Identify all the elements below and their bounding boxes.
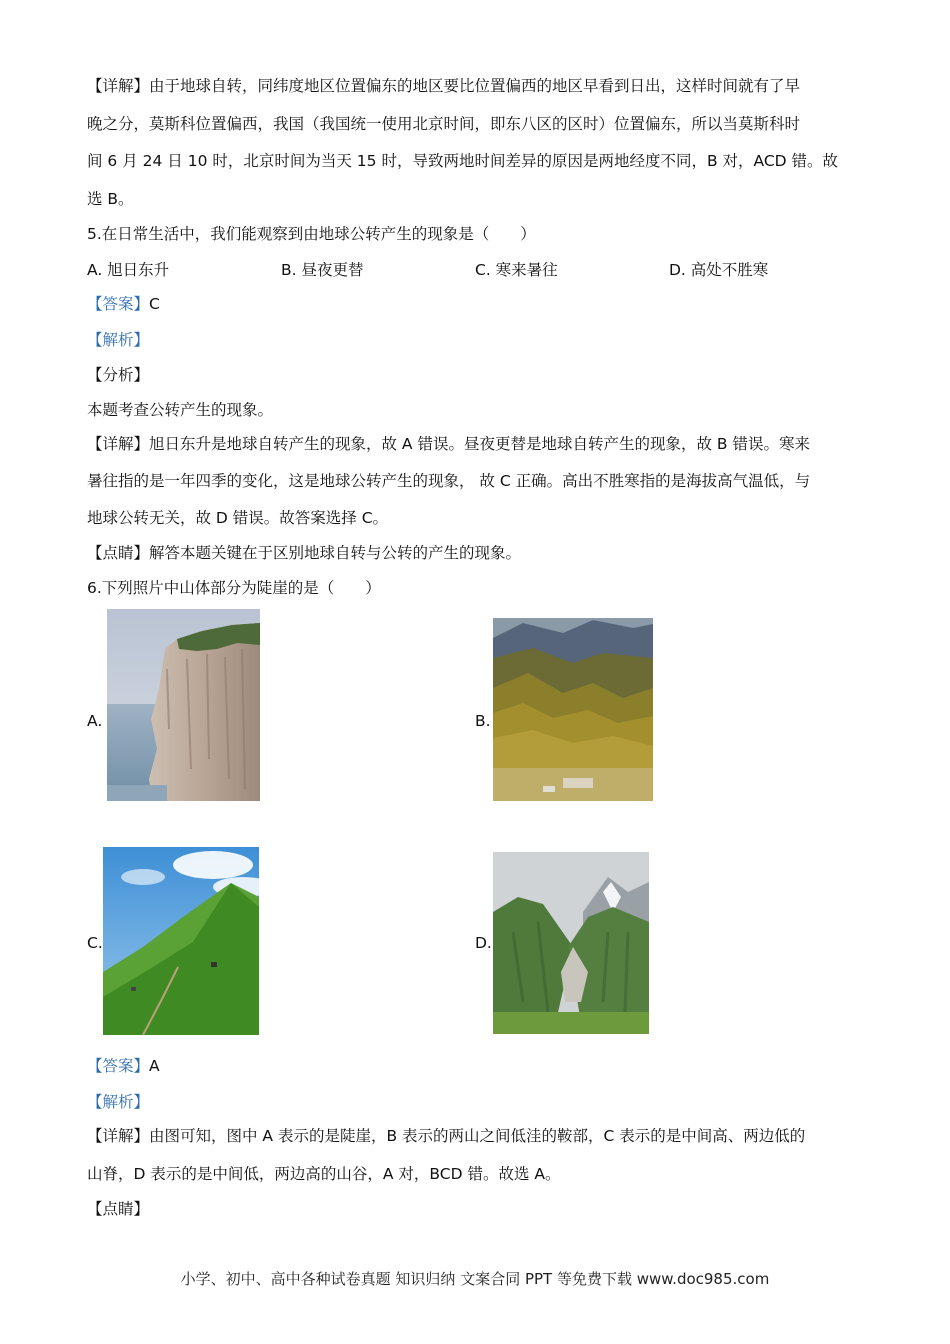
cliff-image xyxy=(107,609,260,801)
photo-c-label: C. xyxy=(87,934,103,952)
option-c: C. 寒来暑往 xyxy=(475,261,558,279)
detail-line-3: 间 6 月 24 日 10 时，北京时间为当天 15 时，导致两地时间差异的原因是两地经度不同，B 对，ACD 错。故 xyxy=(87,152,839,170)
q5-dianjing: 【点睛】解答本题关键在于区别地球自转与公转的产生的现象。 xyxy=(87,544,522,562)
q5-fenxi-tag: 【分析】 xyxy=(87,366,150,384)
q5-analysis-tag: 【解析】 xyxy=(87,331,150,349)
photo-d-valley xyxy=(493,852,649,1034)
q5-detail-line-3: 地球公转无关，故 D 错误。故答案选择 C。 xyxy=(87,509,389,527)
q6-detail-line-1: 【详解】由图可知，图中 A 表示的是陡崖，B 表示的两山之间低洼的鞍部，C 表示的是中间高、两边低的 xyxy=(87,1127,806,1145)
option-a: A. 旭日东升 xyxy=(87,261,170,279)
ridge-image xyxy=(103,847,259,1035)
q5-detail-line-2: 暑往指的是一年四季的变化，这是地球公转产生的现象， 故 C 正确。高出不胜寒指的是海拔高气温低，与 xyxy=(87,472,811,490)
photo-a-label: A. xyxy=(87,712,103,730)
answer-value: C xyxy=(149,295,160,313)
q6-answer xyxy=(87,1055,867,1077)
page-footer: 小学、初中、高中各种试卷真题 知识归纳 文案合同 PPT 等免费下载 www.doc985.com xyxy=(180,1270,770,1288)
detail-line-1: 【详解】由于地球自转，同纬度地区位置偏东的地区要比位置偏西的地区早看到日出，这样时间就有了早 xyxy=(87,77,801,95)
q6-analysis-tag: 【解析】 xyxy=(87,1093,150,1111)
valley-image xyxy=(493,852,649,1034)
answer-tag: 【答案】 xyxy=(87,1057,150,1075)
option-b: B. 昼夜更替 xyxy=(281,261,364,279)
answer-tag: 【答案】 xyxy=(87,295,150,313)
detail-line-2: 晚之分，莫斯科位置偏西，我国（我国统一使用北京时间，即东八区的区时）位置偏东，所以当莫斯科时 xyxy=(87,115,801,133)
answer-value: A xyxy=(149,1057,160,1075)
question-5: 5.在日常生活中，我们能观察到由地球公转产生的现象是（ ） xyxy=(87,225,536,243)
q5-answer xyxy=(87,293,867,315)
question-5-options xyxy=(87,258,867,280)
option-d: D. 高处不胜寒 xyxy=(669,261,769,279)
photo-b-label: B. xyxy=(475,712,491,730)
q6-detail-line-2: 山脊，D 表示的是中间低，两边高的山谷，A 对，BCD 错。故选 A。 xyxy=(87,1165,561,1183)
photo-c-ridge xyxy=(103,847,259,1035)
q5-detail-line-1: 【详解】旭日东升是地球自转产生的现象，故 A 错误。昼夜更替是地球自转产生的现象，故 B 错误。寒来 xyxy=(87,435,810,453)
photo-d-label: D. xyxy=(475,934,492,952)
saddle-image xyxy=(493,618,653,801)
detail-line-4: 选 B。 xyxy=(87,190,134,208)
q6-dianjing: 【点睛】 xyxy=(87,1200,150,1218)
photo-b-saddle xyxy=(493,618,653,801)
q5-fenxi-text: 本题考查公转产生的现象。 xyxy=(87,401,274,419)
photo-a-cliff xyxy=(107,609,260,801)
question-6: 6.下列照片中山体部分为陡崖的是（ ） xyxy=(87,579,381,597)
